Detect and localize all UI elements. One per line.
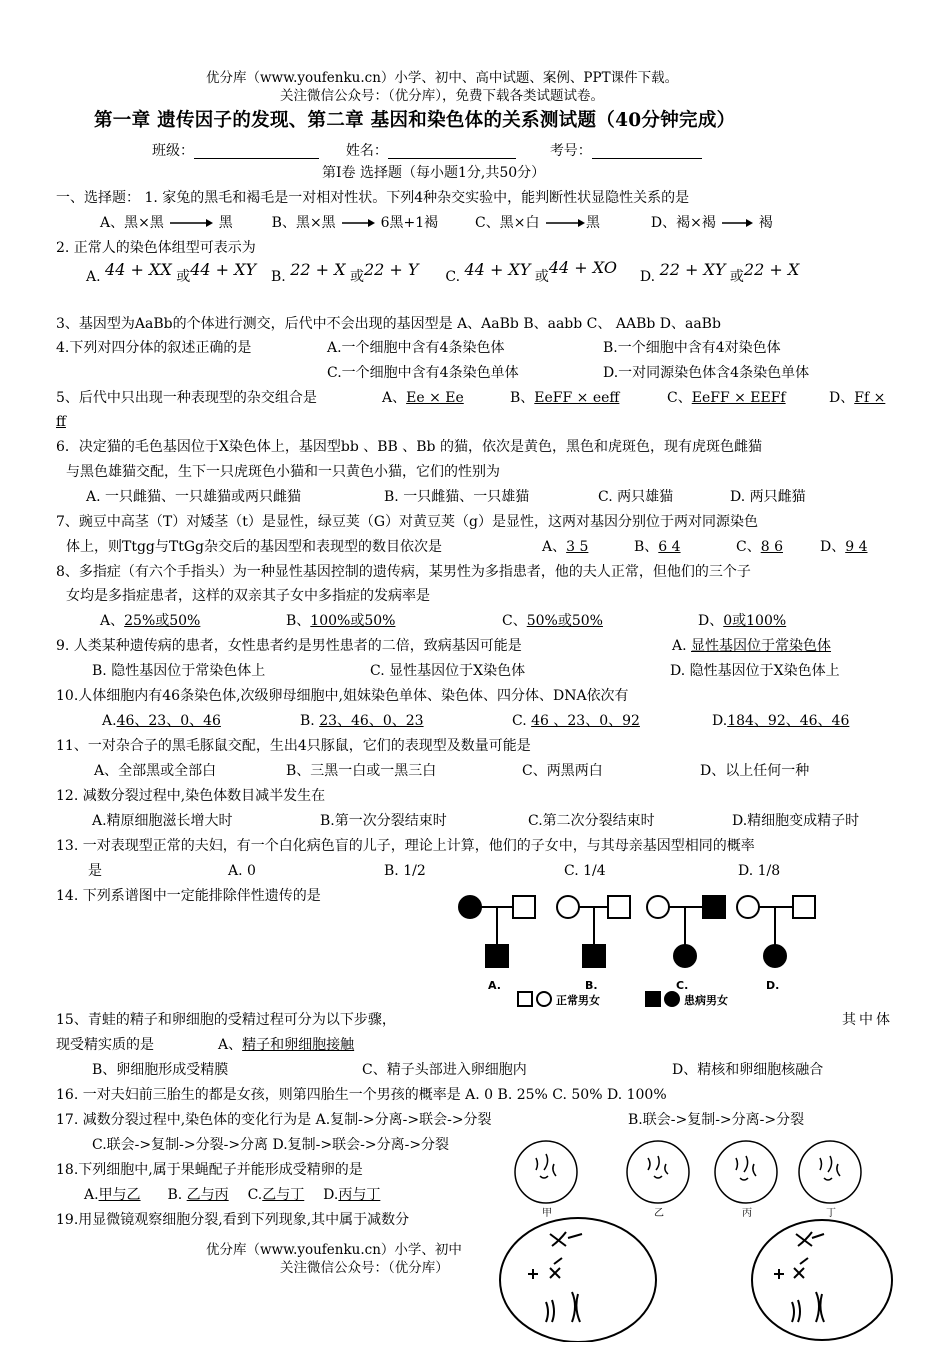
q5-a-text: Ee × Ee: [406, 390, 464, 406]
q6-option-d: D. 两只雌猫: [730, 489, 806, 505]
q15-line1-right: 其中体: [842, 1012, 893, 1028]
q6-line2: 与黑色雄猫交配，生下一只虎斑色小猫和一只黄色小猫，它们的性别为: [66, 464, 500, 480]
q9-stem: 9. 人类某种遗传病的患者，女性患者约是男性患者的二倍，致病基因可能是: [56, 638, 522, 654]
q7-option-d: [820, 537, 868, 557]
q8-c-label: C、: [502, 613, 527, 629]
q2-a-formula2: 44 + XY: [190, 260, 257, 279]
q10-option-c: [512, 711, 640, 731]
q18-d-label: D.: [323, 1187, 339, 1203]
q11-option-d: D、以上任何一种: [700, 763, 810, 779]
q2-b-formula2: 22 + Y: [363, 260, 419, 279]
q5-option-d: [829, 388, 885, 408]
q8-d-text: 0或100%: [723, 613, 787, 629]
q12-stem: 12. 减数分裂过程中,染色体数目减半发生在: [56, 788, 326, 804]
q5-c-text: EeFF × EEFf: [691, 390, 786, 406]
q10-c-label: C.: [512, 713, 532, 729]
q10-d-text: 184、92、46、46: [727, 713, 850, 729]
arrow-icon: [720, 218, 754, 228]
q13-option-b: B. 1/2: [384, 863, 426, 879]
q2-b-or: 或: [349, 269, 364, 285]
q9-option-a: [672, 636, 831, 656]
pedigree-d-mother: [737, 896, 759, 918]
q7-c-text: 8 6: [760, 539, 783, 555]
q18-d-text: 丙与丁: [338, 1187, 381, 1203]
pedigree-c-mother: [647, 896, 669, 918]
q15-a-text: 精子和卵细胞接触: [242, 1037, 355, 1053]
q11-option-a: A、全部黑或全部白: [94, 763, 217, 779]
pedigree-b-son: [583, 945, 605, 967]
q1-option-d: D、褐×褐: [650, 215, 716, 231]
q1-option-d-result: 褐: [758, 215, 773, 231]
q13-option-d: D. 1/8: [738, 863, 781, 879]
q7-c-label: C、: [736, 539, 761, 555]
q12-option-b: B.第一次分裂结束时: [320, 813, 447, 829]
q5-option-b: [510, 388, 619, 408]
q2-option-c: C.: [445, 269, 461, 285]
legend-normal: 正常男女: [556, 994, 600, 1007]
site-header-line1: 优分库（www.youfenku.cn）小学、初中、高中试题、案例、PPT课件下载。: [206, 70, 679, 86]
q2-a-or: 或: [176, 269, 191, 285]
q2-d-formula1: 22 + XY: [659, 260, 726, 279]
q5-a-label: A、: [382, 390, 407, 406]
q5-option-d-cont: ff: [56, 414, 66, 430]
cell-jia: [515, 1141, 577, 1203]
q18-c-text: 乙与丁: [262, 1187, 305, 1203]
cell-label-bing: 丙: [742, 1208, 752, 1219]
q8-option-d: [698, 611, 786, 631]
q2-c-formula2: 44 + XO: [548, 258, 618, 277]
arrow-icon: [340, 218, 376, 228]
q15-option-b: B、卵细胞形成受精膜: [92, 1062, 229, 1078]
q15-a-label: A、: [218, 1037, 243, 1053]
q3-text: 3、基因型为AaBb的个体进行测交，后代中不会出现的基因型是 A、AaBb B、aabb C、 AABb D、aaBb: [56, 316, 721, 332]
q8-line2: 女均是多指症患者，这样的双亲其子女中多指症的发病率是: [66, 588, 430, 604]
pedigree-svg: [448, 888, 896, 1016]
q7-line2: 体上，则Ttgg与TtGg杂交后的基因型和表现型的数目依次是: [66, 539, 442, 555]
q13-option-c: C. 1/4: [564, 863, 606, 879]
q15-option-d: D、精核和卵细胞核融合: [672, 1062, 824, 1078]
q13-option-a: A. 0: [228, 863, 256, 879]
q12-option-d: D.精细胞变成精子时: [732, 813, 860, 829]
q7-option-a: [542, 537, 588, 557]
q6-option-c: C. 两只雄猫: [598, 489, 674, 505]
q2-c-or: 或: [534, 269, 549, 285]
pedigree-label-a: A.: [488, 979, 501, 992]
q5-stem: 5、后代中只出现一种表现型的杂交组合是: [56, 390, 317, 406]
q1-option-a: A、黑×黑: [100, 215, 164, 231]
class-blank[interactable]: [194, 144, 319, 159]
q1-option-a-result: 黑: [218, 215, 233, 231]
q15-option-c: C、精子头部进入卵细胞内: [362, 1062, 527, 1078]
cell-yi: [627, 1141, 689, 1203]
q19-cells-figure: [492, 1212, 902, 1342]
cell-label-ding: 丁: [826, 1208, 836, 1219]
q7-b-label: B、: [634, 539, 659, 555]
q8-option-a: [100, 611, 200, 631]
q7-option-c: [736, 537, 783, 557]
q10-option-d: [712, 711, 849, 731]
q4-option-c: C.一个细胞中含有4条染色单体: [327, 365, 519, 381]
q19-text: 19.用显微镜观察细胞分裂,看到下列现象,其中属于减数分: [56, 1212, 410, 1228]
q18-stem: 18.下列细胞中,属于果蝇配子并能形成受精卵的是: [56, 1162, 363, 1178]
q7-d-label: D、: [820, 539, 846, 555]
q8-a-text: 25%或50%: [124, 613, 201, 629]
class-label: 班级：: [152, 143, 194, 159]
q2-d-or: 或: [729, 269, 744, 285]
q11-option-c: C、两黑两白: [522, 763, 603, 779]
q6-line1: 6．决定猫的毛色基因位于X染色体上，基因型bb 、BB 、Bb 的猫，依次是黄色，黑色和虎斑色，现有虎斑色雌猫: [56, 439, 762, 455]
q10-b-text: 23、46、0、23: [319, 713, 424, 729]
q18-options: [84, 1185, 380, 1205]
cell-large-right: [752, 1220, 892, 1340]
q9-a-label: A.: [672, 638, 692, 654]
q7-d-text: 9 4: [845, 539, 868, 555]
q12-option-a: A.精原细胞滋长增大时: [92, 813, 233, 829]
q4-option-a: A.一个细胞中含有4条染色体: [327, 340, 505, 356]
q7-option-b: [634, 537, 681, 557]
section-heading: 第Ⅰ卷 选择题（每小题1分,共50分）: [322, 165, 546, 181]
q8-line1: 8、多指症（有六个手指头）为一种显性基因控制的遗传病，某男性为多指患者，他的夫人正常，但他们的三个子: [56, 564, 751, 580]
q2-d-formula2: 22 + X: [743, 260, 800, 279]
pedigree-a-mother: [459, 896, 481, 918]
q15-line2: 现受精实质的是: [56, 1037, 154, 1053]
q6-option-b: B. 一只雌猫、一只雄猫: [384, 489, 530, 505]
q7-b-text: 6 4: [658, 539, 681, 555]
cell-label-jia: 甲: [542, 1208, 552, 1219]
q5-b-label: B、: [510, 390, 535, 406]
q11-stem: 11、一对杂合子的黑毛豚鼠交配，生出4只豚鼠，它们的表现型及数量可能是: [56, 738, 531, 754]
q14-stem: 14. 下列系谱图中一定能排除伴性遗传的是: [56, 888, 321, 904]
q10-b-label: B.: [300, 713, 320, 729]
q1-options: [100, 213, 773, 233]
q10-c-text: 46 、23、0、92: [531, 713, 640, 729]
footer-line2: 关注微信公众号：（优分库）: [280, 1260, 449, 1276]
info-line: [152, 141, 702, 161]
q10-option-b: [300, 711, 424, 731]
q2-option-a: A.: [86, 269, 101, 285]
name-label: 姓名：: [345, 143, 388, 159]
pedigree-d-daughter: [764, 945, 786, 967]
q5-option-a: [382, 388, 464, 408]
q10-a-text: 46、23、0、46: [116, 713, 221, 729]
q4-option-d: D.一对同源染色体含4条染色单体: [603, 365, 810, 381]
pedigree-label-c: C.: [676, 979, 689, 992]
q4-option-b: B.一个细胞中含有4对染色体: [603, 340, 781, 356]
pedigree-b-mother: [557, 896, 579, 918]
q1-option-b: B、黑×黑: [271, 215, 336, 231]
q13-line1: 13. 一对表现型正常的夫妇，有一个白化病色盲的儿子，理论上计算，他们的子女中，与其母亲基因型相同的概率: [56, 838, 755, 854]
q8-b-text: 100%或50%: [310, 613, 396, 629]
q2-c-formula1: 44 + XY: [464, 260, 531, 279]
q5-b-text: EeFF × eeff: [534, 390, 620, 406]
name-blank[interactable]: [388, 144, 516, 159]
q12-option-c: C.第二次分裂结束时: [528, 813, 655, 829]
q1-option-c-result: 黑: [585, 215, 600, 231]
q9-a-text: 显性基因位于常染色体: [691, 638, 832, 654]
q18-cells-figure: [508, 1138, 868, 1220]
q10-d-label: D.: [712, 713, 728, 729]
q18-a-text: 甲与乙: [98, 1187, 141, 1203]
q18-b-label: B.: [167, 1187, 187, 1203]
legend-affected: 患病男女: [684, 994, 728, 1007]
q13-line2: 是: [88, 863, 102, 879]
arrow-icon: [168, 218, 214, 228]
q5-c-label: C、: [667, 390, 692, 406]
site-header-line2: 关注微信公众号：（优分库），免费下载各类试题试卷。: [280, 88, 604, 104]
q1-option-c: C、黑×白: [475, 215, 540, 231]
q5-d-label: D、: [829, 390, 855, 406]
pedigree-label-b: B.: [585, 979, 598, 992]
q15-line1: 15、青蛙的精子和卵细胞的受精过程可分为以下步骤，: [56, 1012, 396, 1028]
q1-stem: 一、选择题： 1. 家兔的黑毛和褐毛是一对相对性状。下列4种杂交实验中，能判断性状显隐性关系的是: [56, 190, 690, 206]
q2-a-formula1: 44 + XX: [105, 260, 172, 279]
q7-line1: 7、豌豆中高茎（T）对矮茎（t）是显性，绿豆荚（G）对黄豆荚（g）是显性，这两对基因分别位于两对同源染色: [56, 514, 759, 530]
q2-options: [86, 258, 800, 287]
page-title: 第一章 遗传因子的发现、第二章 基因和染色体的关系测试题（40分钟完成）: [94, 110, 736, 131]
q5-d-text: Ff ×: [854, 390, 886, 406]
q8-option-b: [286, 611, 395, 631]
q6-option-a: A. 一只雌猫、一只雄猫或两只雌猫: [86, 489, 302, 505]
q2-b-formula1: 22 + X: [290, 260, 346, 279]
q10-stem: 10.人体细胞内有46条染色体,次级卵母细胞中,姐妹染色单体、染色体、四分体、DNA依次有: [56, 688, 629, 704]
q18-b-text: 乙与丙: [186, 1187, 229, 1203]
pedigree-figure: [448, 888, 896, 1016]
pedigree-a-son: [486, 945, 508, 967]
q8-option-c: [502, 611, 603, 631]
q18-c-label: C.: [247, 1187, 263, 1203]
q7-a-label: A、: [542, 539, 567, 555]
arrow-icon: [544, 218, 586, 228]
q8-b-label: B、: [286, 613, 311, 629]
exam-label: 考号：: [549, 143, 592, 159]
q9-option-c: C. 显性基因位于X染色体: [370, 663, 526, 679]
q9-option-d: D. 隐性基因位于X染色体上: [670, 663, 840, 679]
pedigree-a-father: [513, 896, 535, 918]
q9-option-b: B. 隐性基因位于常染色体上: [92, 663, 266, 679]
q2-option-d: D.: [639, 269, 656, 285]
pedigree-c-father: [703, 896, 725, 918]
q7-a-text: 3 5: [566, 539, 589, 555]
pedigree-label-d: D.: [766, 979, 780, 992]
q8-c-text: 50%或50%: [526, 613, 603, 629]
q4-stem: 4.下列对四分体的叙述正确的是: [56, 340, 252, 356]
q16-text: 16. 一对夫妇前三胎生的都是女孩，则第四胎生一个男孩的概率是 A. 0 B. 25% C. 50% D. 100%: [56, 1087, 667, 1103]
pedigree-b-father: [608, 896, 630, 918]
q10-option-a: [102, 711, 221, 731]
q17-option-b: B.联会->复制->分离->分裂: [628, 1112, 805, 1128]
q2-stem: 2. 正常人的染色体组型可表示为: [56, 240, 256, 256]
cell-ding: [799, 1141, 861, 1203]
cell-label-yi: 乙: [654, 1208, 664, 1219]
footer-line1: 优分库（www.youfenku.cn）小学、初中: [206, 1242, 462, 1258]
q15-option-a: [218, 1035, 354, 1055]
q1-option-b-result: 6黑+1褐: [380, 215, 439, 231]
cell-bing: [715, 1141, 777, 1203]
q10-a-label: A.: [102, 713, 117, 729]
pedigree-c-daughter: [674, 945, 696, 967]
q17-line1: 17. 减数分裂过程中,染色体的变化行为是 A.复制->分离->联会->分裂: [56, 1112, 492, 1128]
q8-d-label: D、: [698, 613, 724, 629]
q17-line2: C.联会->复制->分裂->分离 D.复制->联会->分离->分裂: [92, 1137, 450, 1153]
q2-option-b: B.: [270, 269, 286, 285]
exam-blank[interactable]: [592, 144, 702, 159]
pedigree-d-father: [793, 896, 815, 918]
q8-a-label: A、: [100, 613, 125, 629]
q5-option-c: [667, 388, 786, 408]
q11-option-b: B、三黑一白或一黑三白: [286, 763, 437, 779]
q18-a-label: A.: [84, 1187, 99, 1203]
